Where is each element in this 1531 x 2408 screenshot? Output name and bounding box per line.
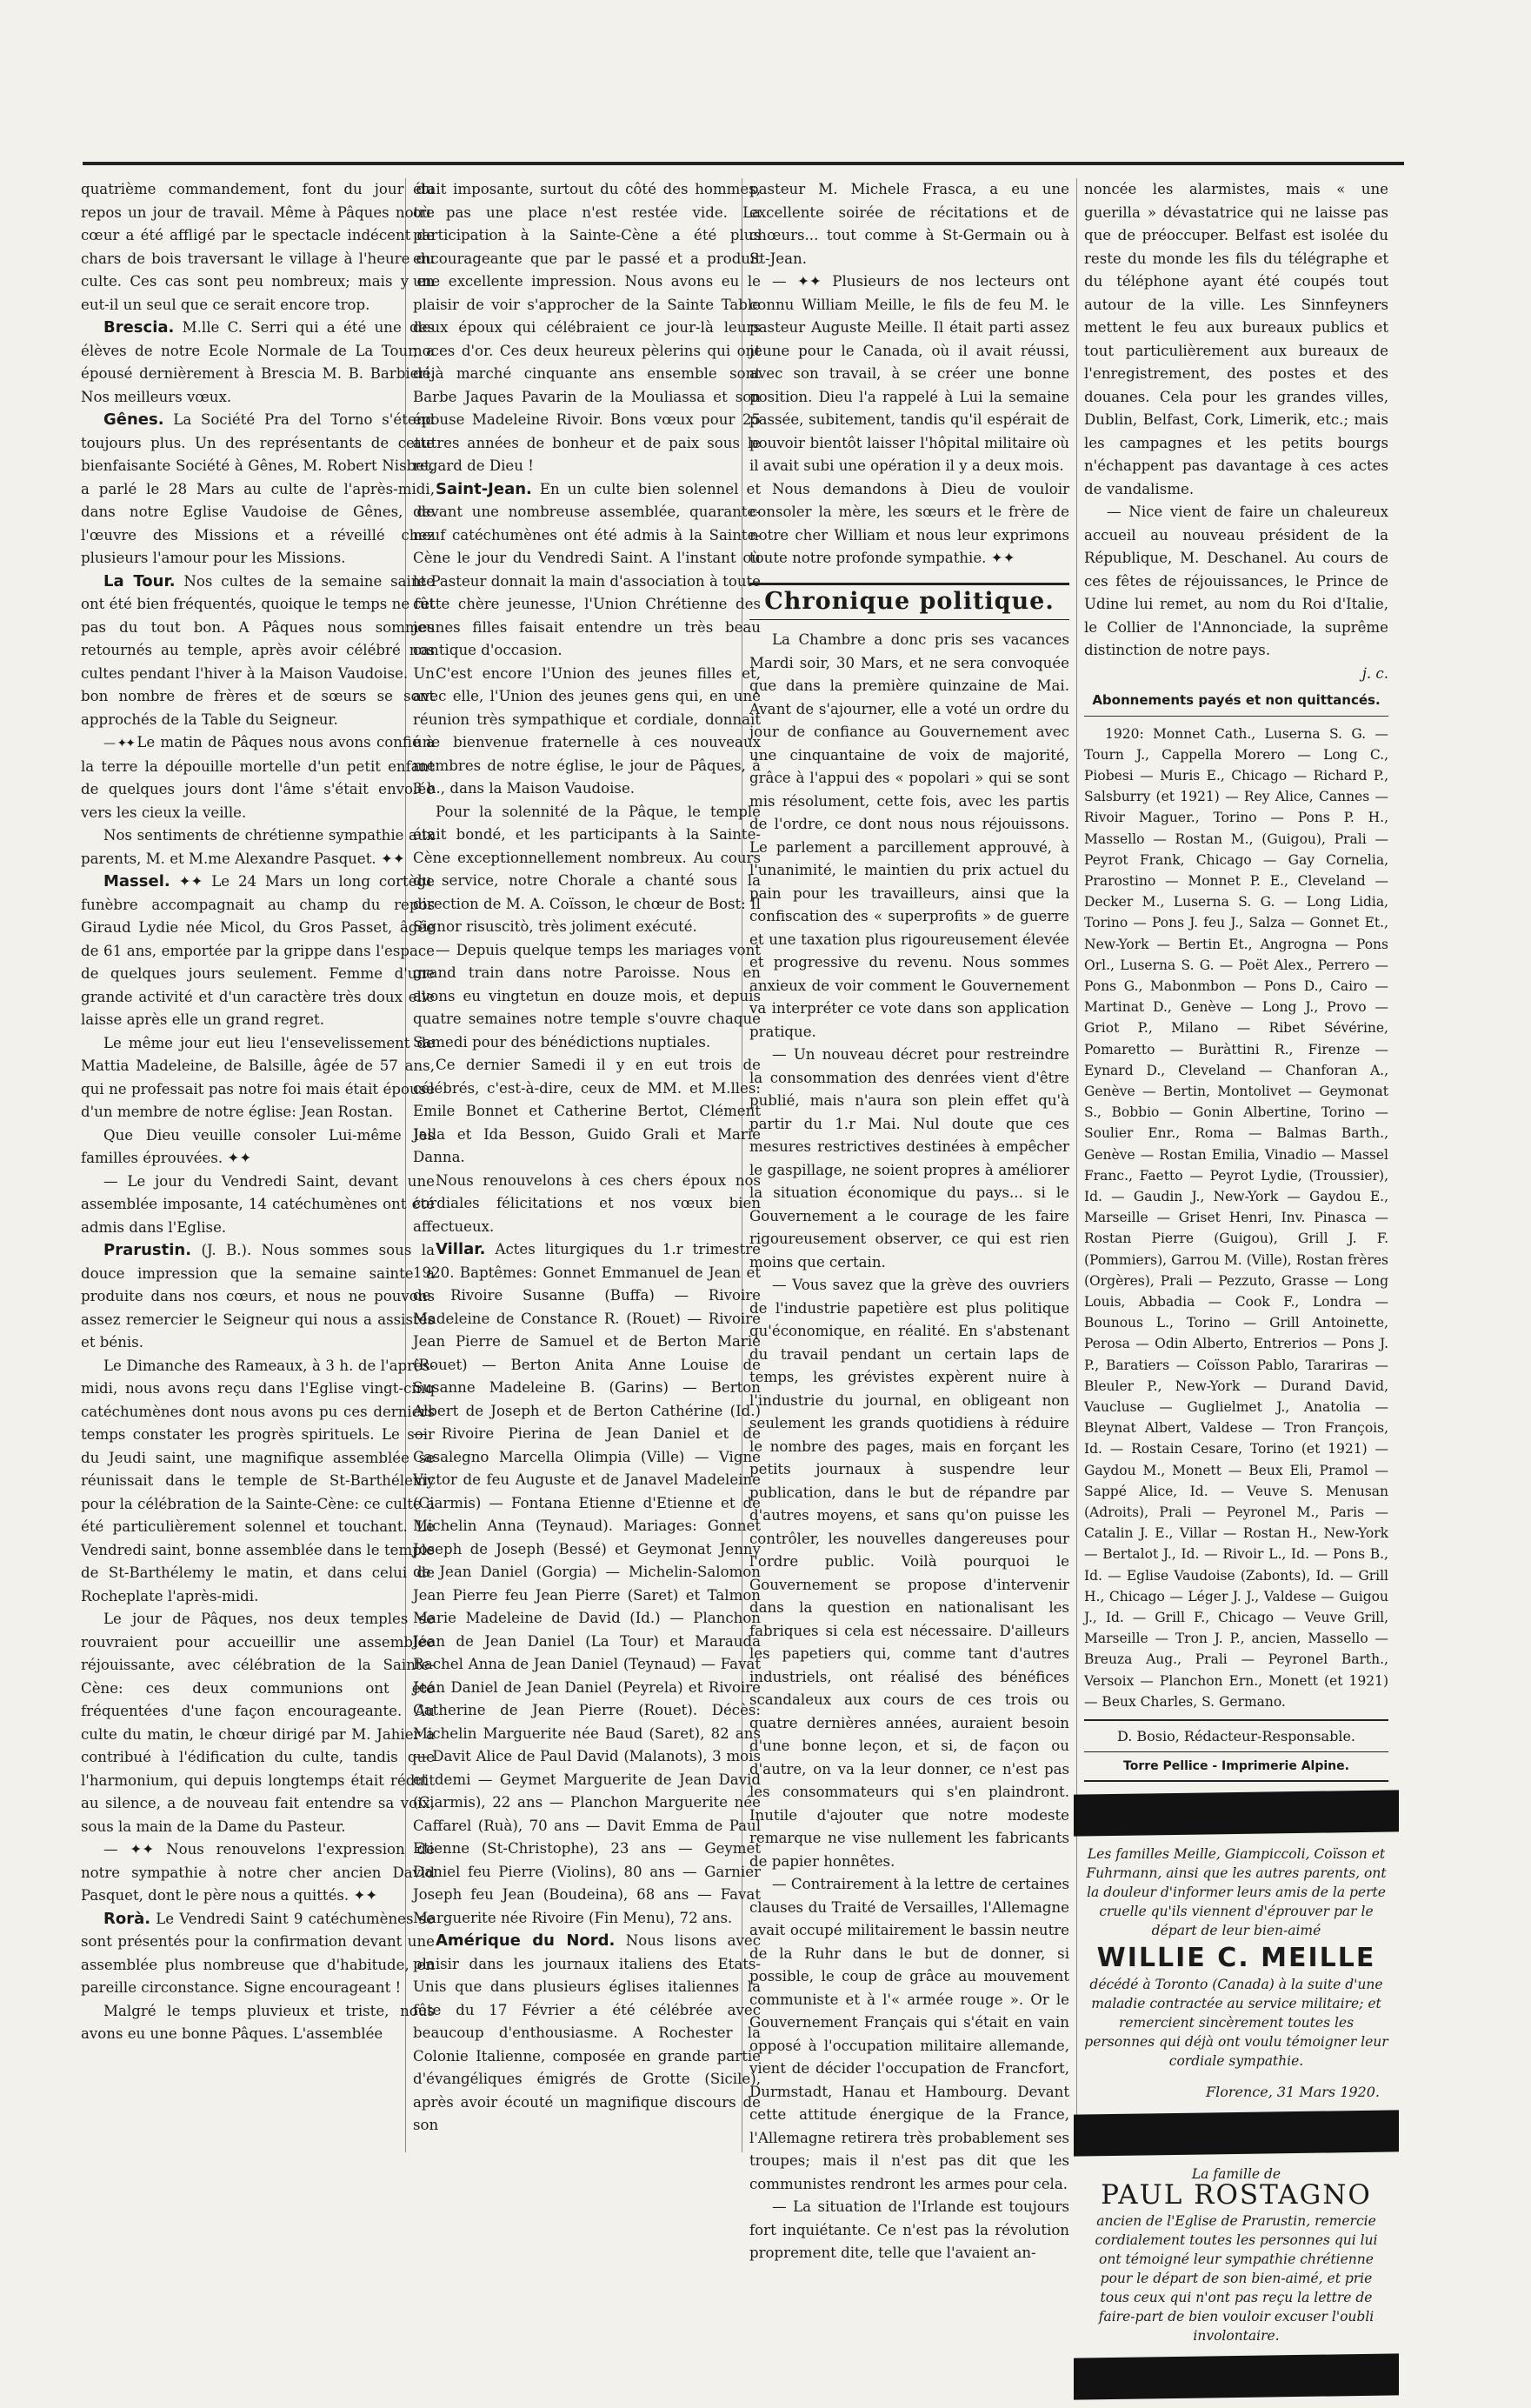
paragraph-massel (81, 870, 435, 1032)
column-4 (1084, 178, 1388, 2408)
paragraph: Le jour de Pâques, nos deux temples se rouvraient pour accueillir une assemblée réjouissante, avec célébration de la Sainte-Cène: ces deux communions ont été fréquentées d'une façon encourageante. Au culte du matin, le chœur dirigé par M. Jahier a contribué à l'édification du culte, tandis que l'harmonium, qui depuis longtemps était réduit au silence, a de nouveau fait entendre sa voix, sous la main de la Dame du Pasteur. (81, 1611, 435, 1835)
paragraph: était imposante, surtout du côté des hommes, où pas une place n'est restée vide. La participation à la Sainte-Cène a été plus encourageante que par le passé et a produit une excellente impression. Nous avons eu le plaisir de voir s'approcher de la Sainte Table deux époux qui célébraient ce jour-là leurs noces d'or. Ces deux heureux pèlerins qui ont déjà marché cinquante ans ensemble sont Barbe Jaques Pavarin de la Mouliassa et son épouse Madeleine Rivoir. Bons vœux pour 25 autres années de bonheur et de paix sous le regard de Dieu ! (413, 181, 761, 474)
paragraph-text: Nous lisons avec plaisir dans les journaux italiens des Etats-Unis que dans plusieurs églises italiennes la fête du 17 Février a été célébrée avec beaucoup d'enthousiasme. A Rochester la Colonie Italienne, composée en grande partie d'évangéliques émigrés de Grotte (Sicile), après avoir écouté un magnifique discours de son (413, 1932, 761, 2133)
paragraph-text: Actes liturgiques du 1.r trimestre 1920. Baptêmes: Gonnet Emmanuel de Jean et de Rivoire Susanne (Buffa) — Rivoire Madeleine de Constance R. (Rouet) — Rivoire Jean Pierre de Samuel et de Berton Marie (Rouet) — Berton Anita Anne Louise de Susanne Madeleine B. (Garins) — Berton Albert de Joseph et de Berton Cathérine (Id.) — Rivoire Pierina de Jean Daniel et de Casalegno Marcella Olimpia (Ville) — Vigne Victor de feu Auguste et de Janavel Madeleine (Ciarmis) — Fontana Etienne d'Etienne et de Michelin Anna (Teynaud). Mariages: Gonnet Joseph de Joseph (Bessé) et Geymonat Jenny de Jean Daniel (Gorgia) — Michelin-Salomon Jean Pierre feu Jean Pierre (Saret) et Talmon Marie Madeleine de David (Id.) — Planchon Jean de Jean Daniel (La Tour) et Marauda Rachel Anna de Jean Daniel (Teynaud) — Favat Jean Daniel de Jean Daniel (Peyrela) et Rivoire Catherine de Jean Pierre (Rouet). Décès: Michelin Marguerite née Baud (Saret), 82 ans — Davit Alice de Paul David (Malanots), 3 mois et demi — Geymet Marguerite de Jean David (Ciarmis), 22 ans — Planchon Marguerite née Caffarel (Ruà), 70 ans — Davit Emma de Paul Etienne (St-Christophe), 23 ans — Geymet Daniel feu Pierre (Violins), 80 ans — Garnier Joseph feu Jean (Boudeina), 68 ans — Favat Marguerite née Rivoire (Fin Menu), 72 ans. (413, 1241, 761, 1926)
paragraph-text: Le Vendredi Saint 9 catéchumènes se sont présentés pour la confirmation devant une assemblée plus nombreuse que d'habitude, en pareille circonstance. Signe encourageant ! (81, 1910, 435, 1996)
author-signature: j. c. (1361, 664, 1388, 682)
place-heading: Brescia. (103, 318, 175, 337)
column-divider-3 (1076, 178, 1077, 2152)
mourning-band (1074, 2110, 1399, 2156)
notice-intro: La famille de (1191, 2166, 1281, 2183)
paragraph: Le même jour eut lieu l'ensevelissement de Mattia Madeleine, de Balsille, âgée de 57 ans, qui ne professait pas notre foi mais était épouse d'un membre de notre église: Jean Rostan. (81, 1034, 435, 1120)
top-rule (83, 162, 1404, 165)
thanks-notice-rostagno (1084, 2165, 1388, 2345)
paragraph: Le Dimanche des Rameaux, à 3 h. de l'après-midi, nous avons reçu dans l'Eglise vingt-cinq catéchumènes dont nous avons pu ces derniers temps constater les progrès spirituels. Le soir du Jeudi saint, une magnifique assemblée se réunissait dans le temple de St-Barthélemy pour la célébration de la Sainte-Cène: ce culte a été particulièrement solennel et touchant. Le Vendredi saint, bonne assemblée dans le temple de St-Barthélemy le matin, et dans celui de Rocheplate l'après-midi. (81, 1357, 435, 1604)
subscriptions-heading: Abonnements payés et non quittancés. (1084, 689, 1388, 717)
paragraph: Nous demandons à Dieu de vouloir consoler la mère, les sœurs et le frère de notre cher William et nous leur exprimons toute notre profonde sympathie. ✦✦ (749, 480, 1069, 566)
paragraph-saint-jean (413, 478, 761, 663)
column-3 (749, 178, 1069, 2265)
place-heading: Rorà. (103, 1909, 151, 1928)
paragraph (81, 731, 435, 824)
paragraph: — ✦✦ Plusieurs de nos lecteurs ont connu William Meille, le fils de feu M. le pasteur Auguste Meille. Il était parti assez jeune pour le Canada, où il avait réussi, avec son travail, à se créer une bonne position. Dieu l'a rappelé à Lui la semaine passée, subitement, tandis qu'il espérait de pouvoir bientôt laisser l'hôpital militaire où il avait subi une opération il y a deux mois. (749, 273, 1069, 474)
paragraph-text: (J. B.). Nous sommes sous la douce impression que la semaine sainte a produite dans nos cœurs, et nous ne pouvons assez remercier le Seigneur qui nous a assistés et bénis. (81, 1242, 435, 1351)
paragraph: — Nice vient de faire un chaleureux accueil au nouveau président de la République, M. Deschanel. Au cours de ces fêtes de réjouissances, le Prince de Udine lui remet, au nom du Roi d'Italie, le Collier de l'Annonciade, la suprême distinction de notre pays. (1084, 504, 1388, 658)
paragraph: Nos sentiments de chrétienne sympathie aux parents, M. et M.me Alexandre Pasquet. ✦✦ (81, 827, 435, 867)
paragraph: Que Dieu veuille consoler Lui-même les familles éprouvées. ✦✦ (81, 1126, 435, 1166)
paragraph: — Un nouveau décret pour restreindre la consommation des denrées vient d'être publié, mais n'aura son plein effet qu'à partir du 1.r Mai. Nul doute que ces mesures restrictives destinées à empêcher le gaspillage, ne soient propres à améliorer la situation économique du pays... si le Gouvernement a le courage de les faire rigoureusement observer, ce qui est rien moins que certain. (749, 1046, 1069, 1271)
paragraph: Malgré le temps pluvieux et triste, nous avons eu une bonne Pâques. L'assemblée (81, 2002, 435, 2042)
paragraph-text: En un culte bien solennel et devant une nombreuse assemblée, quarante-neuf catéchumènes ont été admis à la Sainte-Cène le jour du Vendredi Saint. A l'instant où le Pasteur donnait la main d'association à toute cette chère jeunesse, l'Union Chrétienne des jeunes filles faisait entendre un très beau cantique d'occasion. (413, 480, 761, 658)
paragraph-text: M.lle C. Serri qui a été une des élèves de notre Ecole Normale de La Tour, a épousé dernièrement à Brescia M. B. Barbieri. Nos meilleurs vœux. (81, 319, 435, 405)
death-notice-meille (1084, 1844, 1388, 2102)
paragraph: — La situation de l'Irlande est toujours fort inquiétante. Ce n'est pas la révolution proprement dite, telle que l'avaient an- (749, 2198, 1069, 2261)
notice-name: WILLIE C. MEILLE (1096, 1943, 1376, 1974)
notice-body: ancien de l'Eglise de Prarustin, remercie cordialement toutes les personnes qui lui ont témoigné leur sympathie chrétienne pour le départ de son bien-aimé, et prie tous ceux qui n'ont pas reçu la lettre de faire-part de bien vouloir excuser l'oubli involontaire. (1095, 2213, 1378, 2345)
paragraph-prarustin (81, 1239, 435, 1355)
section-title: Chronique politique. (764, 587, 1055, 615)
place-heading: Amérique du Nord. (436, 1931, 616, 1950)
paragraph: La Chambre a donc pris ses vacances Mardi soir, 30 Mars, et ne sera convoquée que dans la première quinzaine de Mai. Avant de s'ajourner, elle a voté un ordre du jour de confiance au Gouvernement avec une cinquantaine de voix de majorité, grâce à l'appui des « popolari » qui se sont mis résolument, cette fois, avec les partis de l'ordre, ce dont nous nous réjouissons. Le parlement a parcillement approuvé, à l'unanimité, le maintien du prix actuel du pain pour les travailleurs, ainsi que la confiscation des « superprofits » de guerre et une taxation plus rigoureusement élevée et progressive du revenu. Nous sommes anxieux de voir comment le Gouvernement va interpréter ce vote dans son application pratique. (749, 631, 1069, 1040)
paragraph-text: Le matin de Pâques nous avons confié à la terre la dépouille mortelle d'un petit enfant de quelques jours dont l'âme s'était envolée vers les cieux la veille. (81, 734, 435, 821)
paragraph: Ce dernier Samedi il y en eut trois de célébrés, c'est-à-dire, ceux de MM. et M.lles: Emile Bonnet et Catherine Bertot, Clément Jalla et Ida Besson, Guido Grali et Marie Danna. (413, 1057, 761, 1165)
place-heading: Prarustin. (103, 1241, 192, 1259)
place-heading: Saint-Jean. (436, 479, 532, 498)
editor-line: D. Bosio, Rédacteur-Responsable. (1084, 1719, 1388, 1751)
paragraph: — Vous savez que la grève des ouvriers de l'industrie papetière est plus politique qu'économique, en réalité. En s'abstenant du travail pendant un certain laps de temps, les grévistes expèrent nuire à l'industrie du journal, en obligeant non seulement les grands quotidiens à réduire le nombre des pages, mais en forçant les petits journaux à suspendre leur publication, dans le but de répandre par d'autres moyens, et sans qu'on puisse les contrôler, les nouvelles dangereuses pour l'ordre public. Voilà pourquoi le Gouvernement se propose d'intervenir dans la question en nationalisant les fabriques si cela est nécessaire. D'ailleurs les papetiers qui, comme tant d'autres industriels, ont réalisé des bénéfices scandaleux aux cours de ces trois ou quatre dernières années, auraient besoin d'une bonne leçon, et si, de façon ou d'autre, on va la leur donner, ce n'est pas les consommateurs qui s'en plaindront. Inutile d'ajouter que notre modeste remarque ne vise nullement les fabricants de papier honnêtes. (749, 1277, 1069, 1870)
paragraph-brescia (81, 317, 435, 409)
paragraph-villar (413, 1238, 761, 1930)
mourning-band (1074, 1790, 1399, 1836)
place-heading: Gênes. (103, 410, 164, 429)
place-heading: La Tour. (103, 571, 176, 590)
mourning-band (1074, 2353, 1399, 2399)
column-2 (413, 178, 761, 2138)
place-heading: Villar. (436, 1240, 486, 1258)
paragraph: Pour la solennité de la Pâque, le temple était bondé, et les participants à la Sainte-Cène exceptionnellement nombreux. Au cours du service, notre Chorale a chanté sous la direction de M. A. Coïsson, le chœur de Bost: Il Signor risuscitò, très joliment exécuté. (413, 803, 761, 935)
paragraph-rora (81, 1908, 435, 2000)
paragraph: — ✦✦ Nous renouvelons l'expression de notre sympathie à notre cher ancien David Pasquet, dont le père nous a quittés. ✦✦ (81, 1841, 435, 1904)
paragraph: noncée les alarmistes, mais « une guerilla » dévastatrice qui ne laisse pas que de préoccuper. Belfast est isolée du reste du monde les fils du télégraphe et du téléphone ayant été coupés tout autour de la ville. Les Sinnfeyners mettent le feu aux bureaux publics et tout particulièrement aux bureaux de l'enregistrement, des postes et des douanes. Cela pour les grandes villes, Dublin, Belfast, Cork, Limerik, etc.; mais les campagnes et les petits bourgs n'échappent pas davantage à ces actes de vandalisme. (1084, 181, 1388, 497)
paragraph-text: La Société Pra del Torno s'étend toujours plus. Un des représentants de cette bienfaisante Société à Gênes, M. Robert Nisbet, a parlé le 28 Mars au culte de l'après-midi, dans notre Eglise Vaudoise de Gênes, de l'œuvre des Missions et a réveillé chez plusieurs l'amour pour les Missions. (81, 411, 435, 566)
chronique-heading-box (749, 583, 1069, 621)
place-heading: Massel. (103, 872, 170, 890)
paragraph: pasteur M. Michele Frasca, a eu une excellente soirée de récitations et de chœurs... tout comme à St-Germain ou à St-Jean. (749, 181, 1069, 267)
paragraph-text: ✦✦ Le 24 Mars un long cortège funèbre accompagnait au champ du repos Giraud Lydie née Micol, du Gros Passet, âgée de 61 ans, emportée par la grippe dans l'espace de quelques jours seulement. Femme d'une grande activité et d'un caractère très doux elle laisse après elle un grand regret. (81, 873, 435, 1028)
paragraph: — Contrairement à la lettre de certaines clauses du Traité de Versailles, l'Allemagne avait occupé militairement le bassin neutre de la Ruhr dans le but de donner, si possible, le coup de grâce au mouvement communiste et à l'« armée rouge ». Or le Gouvernement Français qui s'était en vain opposé à l'occupation militaire allemande, vient de décider l'occupation de Francfort, Durmstadt, Hanau et Hambourg. Devant cette attitude énergique de la France, l'Allemagne retirera très probablement ses troupes; mais il n'est pas dit que les communistes rendront les armes pour cela. (749, 1876, 1069, 2192)
notice-place-date: Florence, 31 Mars 1920. (1206, 2084, 1380, 2101)
printer-line: Torre Pellice - Imprimerie Alpine. (1084, 1751, 1388, 1783)
paragraph: — Depuis quelque temps les mariages vont grand train dans notre Paroisse. Nous en avons eu vingtetun en douze mois, et depuis quatre semaines notre temple s'ouvre chaque Samedi pour des bénédictions nuptiales. (413, 941, 761, 1051)
notice-name: PAUL ROSTAGNO (1101, 2179, 1372, 2211)
paragraph: C'est encore l'Union des jeunes filles et, avec elle, l'Union des jeunes gens qui, en une réunion très sympathique et cordiale, donnait une bienvenue fraternelle à ces nouveaux membres de notre église, le jour de Pâques, à 3 h., dans la Maison Vaudoise. (413, 664, 761, 797)
paragraph: — Le jour du Vendredi Saint, devant une assemblée imposante, 14 catéchumènes ont été admis dans l'Eglise. (81, 1172, 435, 1236)
notice-body: décédé à Toronto (Canada) à la suite d'une maladie contractée au service militaire; et remercient sincèrement toutes les personnes qui déjà ont voulu témoigner leur cordiale sympathie. (1084, 1977, 1388, 2070)
paragraph-genes (81, 409, 435, 570)
column-1 (81, 178, 435, 2046)
paragraph: quatrième commandement, font du jour du repos un jour de travail. Même à Pâques notre cœur a été affligé par le spectacle indécent de chars de bois traversant le village à l'heure du culte. Ces cas sont peu nombreux; mais y en eut-il un seul que ce serait encore trop. (81, 181, 435, 313)
paragraph-text: Nos cultes de la semaine sainte ont été bien fréquentés, quoique le temps ne fût pas du tout bon. A Pâques nous sommes retournés au temple, après avoir célébré nos cultes pendant l'hiver à la Maison Vaudoise. Un bon nombre de frères et de sœurs se sont approchés de la Table du Seigneur. (81, 572, 435, 728)
paragraph: Nous renouvelons à ces chers époux nos cordiales félicitations et nos vœux bien affectueux. (413, 1171, 761, 1235)
notice-intro: Les familles Meille, Giampiccoli, Coïsson et Fuhrmann, ainsi que les autres parents, ont la douleur d'informer leurs amis de la perte cruelle qu'ils viennent d'éprouver par le départ de leur bien-aimé (1086, 1846, 1387, 1939)
subscriptions-list: 1920: Monnet Cath., Luserna S. G. — Tourn J., Cappella Morero — Long C., Piobesi — Muris E., Chicago — Richard P., Salsburry (et 1921) — Rey Alice, Cannes — Rivoir Maguer., Torino — Pons P. H., Massello — Rostan M., (Guigou), Prali — Peyrot Frank, Chicago — Gay Cornelia, Prarostino — Monnet P. E., Cleveland — Decker M., Luserna S. G. — Long Lidia, Torino — Pons J. feu J., Salza — Gonnet Et., New-York — Bertin Et., Angrogna — Pons Orl., Luserna S. G. — Poët Alex., Perrero — Pons G., Mabonmbon — Pons D., Cairo — Martinat D., Genève — Long J., Provo — Griot P., Milano — Ribet Sévérine, Pomaretto — Buràttini R., Firenze — Eynard D., Cleveland — Chanforan A., Genève — Bertin, Montolivet — Geymonat S., Bobbio — Gonin Albertine, Torino — Soulier Enr., Roma — Balmas Barth., Genève — Rostan Emilia, Vinadio — Massel Franc., Faetto — Peyrot Lydie, (Troussier), Id. — Gaudin J., New-York — Gaydou E., Marseille — Griset Henri, Inv. Pinasca — Rostan Pierre (Guigou), Grill J. F. (Pommiers), Garrou M. (Ville), Rostan frères (Orgères), Prali — Pezzuto, Grasse — Long Louis, Abbadia — Cook F., Londra — Bounous L., Torino — Grill Antoinette, Perosa — Odin Alberto, Entrerios — Pons J. P., Baratiers — Coïsson Pablo, Tarariras — Bleuler P., New-York — Durand David, Vaucluse — Guglielmet J., Anatolia — Bleynat Albert, Valdese — Tron François, Id. — Rostain Cesare, Torino (et 1921) — Gaydou M., Monett — Beux Eli, Pramol — Sappé Alice, Id. — Veuve S. Menusan (Adroits), Prali — Peyronel M., Paris — Catalin J. E., Villar — Rostan H., New-York — Bertalot J., Id. — Rivoir L., Id. — Pons B., Id. — Eglise Vaudoise (Zabonts), Id. — Grill H., Chicago — Léger J. J., Valdese — Guigou J., Id. — Grill F., Chicago — Veuve Grill, Marseille — Tron J. P., ancien, Massello — Breuza Aug., Prali — Peyronel Barth., Versoix — Planchon Ern., Monett (et 1921) — Beux Charles, S. Germano. (1084, 725, 1388, 1710)
paragraph-la-tour (81, 570, 435, 732)
paragraph-amerique (413, 1930, 761, 2138)
ornament-icon: — ✦✦ (103, 737, 137, 750)
